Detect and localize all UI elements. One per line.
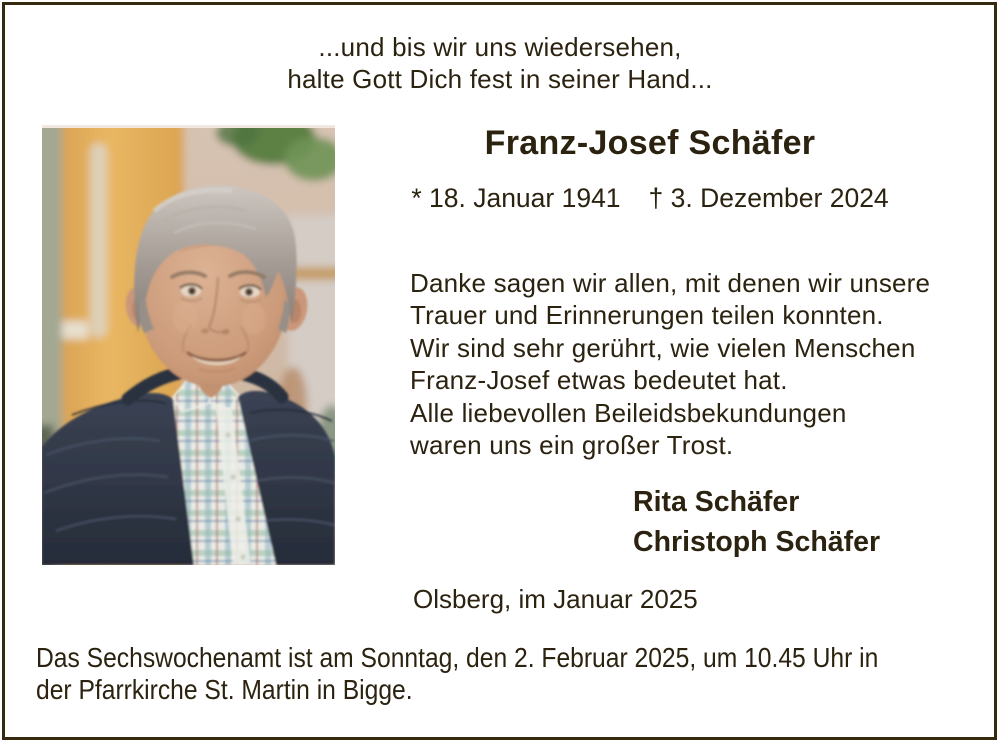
message-line: Wir sind sehr gerührt, wie vielen Menschen bbox=[410, 332, 916, 363]
message-line: Trauer und Erinnerungen teilen konnten. bbox=[410, 300, 884, 331]
message-line: Franz-Josef etwas bedeutet hat. bbox=[410, 365, 788, 396]
birth-date: * 18. Januar 1941 bbox=[411, 183, 621, 213]
message-line: waren uns ein großer Trost. bbox=[410, 430, 734, 461]
place-date: Olsberg, im Januar 2025 bbox=[413, 584, 698, 614]
signature-name: Christoph Schäfer bbox=[633, 526, 881, 558]
portrait-photo bbox=[42, 125, 335, 565]
portrait-illustration bbox=[42, 125, 335, 565]
service-announcement bbox=[36, 642, 878, 706]
message-line: Alle liebevollen Beileidsbekundungen bbox=[410, 397, 847, 428]
death-date: † 3. Dezember 2024 bbox=[648, 183, 889, 213]
announcement-line-1: Das Sechswochenamt ist am Sonntag, den 2. Februar 2025, um 10.45 Uhr in bbox=[36, 642, 879, 673]
message-line: Danke sagen wir allen, mit denen wir unsere bbox=[410, 268, 931, 298]
life-dates bbox=[400, 183, 900, 214]
epigraph-line-2: halte Gott Dich fest in seiner Hand... bbox=[287, 64, 713, 94]
epigraph bbox=[0, 31, 1000, 95]
signature-name: Rita Schäfer bbox=[633, 486, 800, 518]
announcement-line-2: der Pfarrkirche St. Martin in Bigge. bbox=[36, 673, 413, 705]
signatures bbox=[633, 482, 880, 562]
thank-you-message bbox=[410, 267, 930, 461]
deceased-name: Franz-Josef Schäfer bbox=[484, 124, 816, 162]
epigraph-line-1: ...und bis wir uns wiedersehen, bbox=[318, 32, 682, 62]
